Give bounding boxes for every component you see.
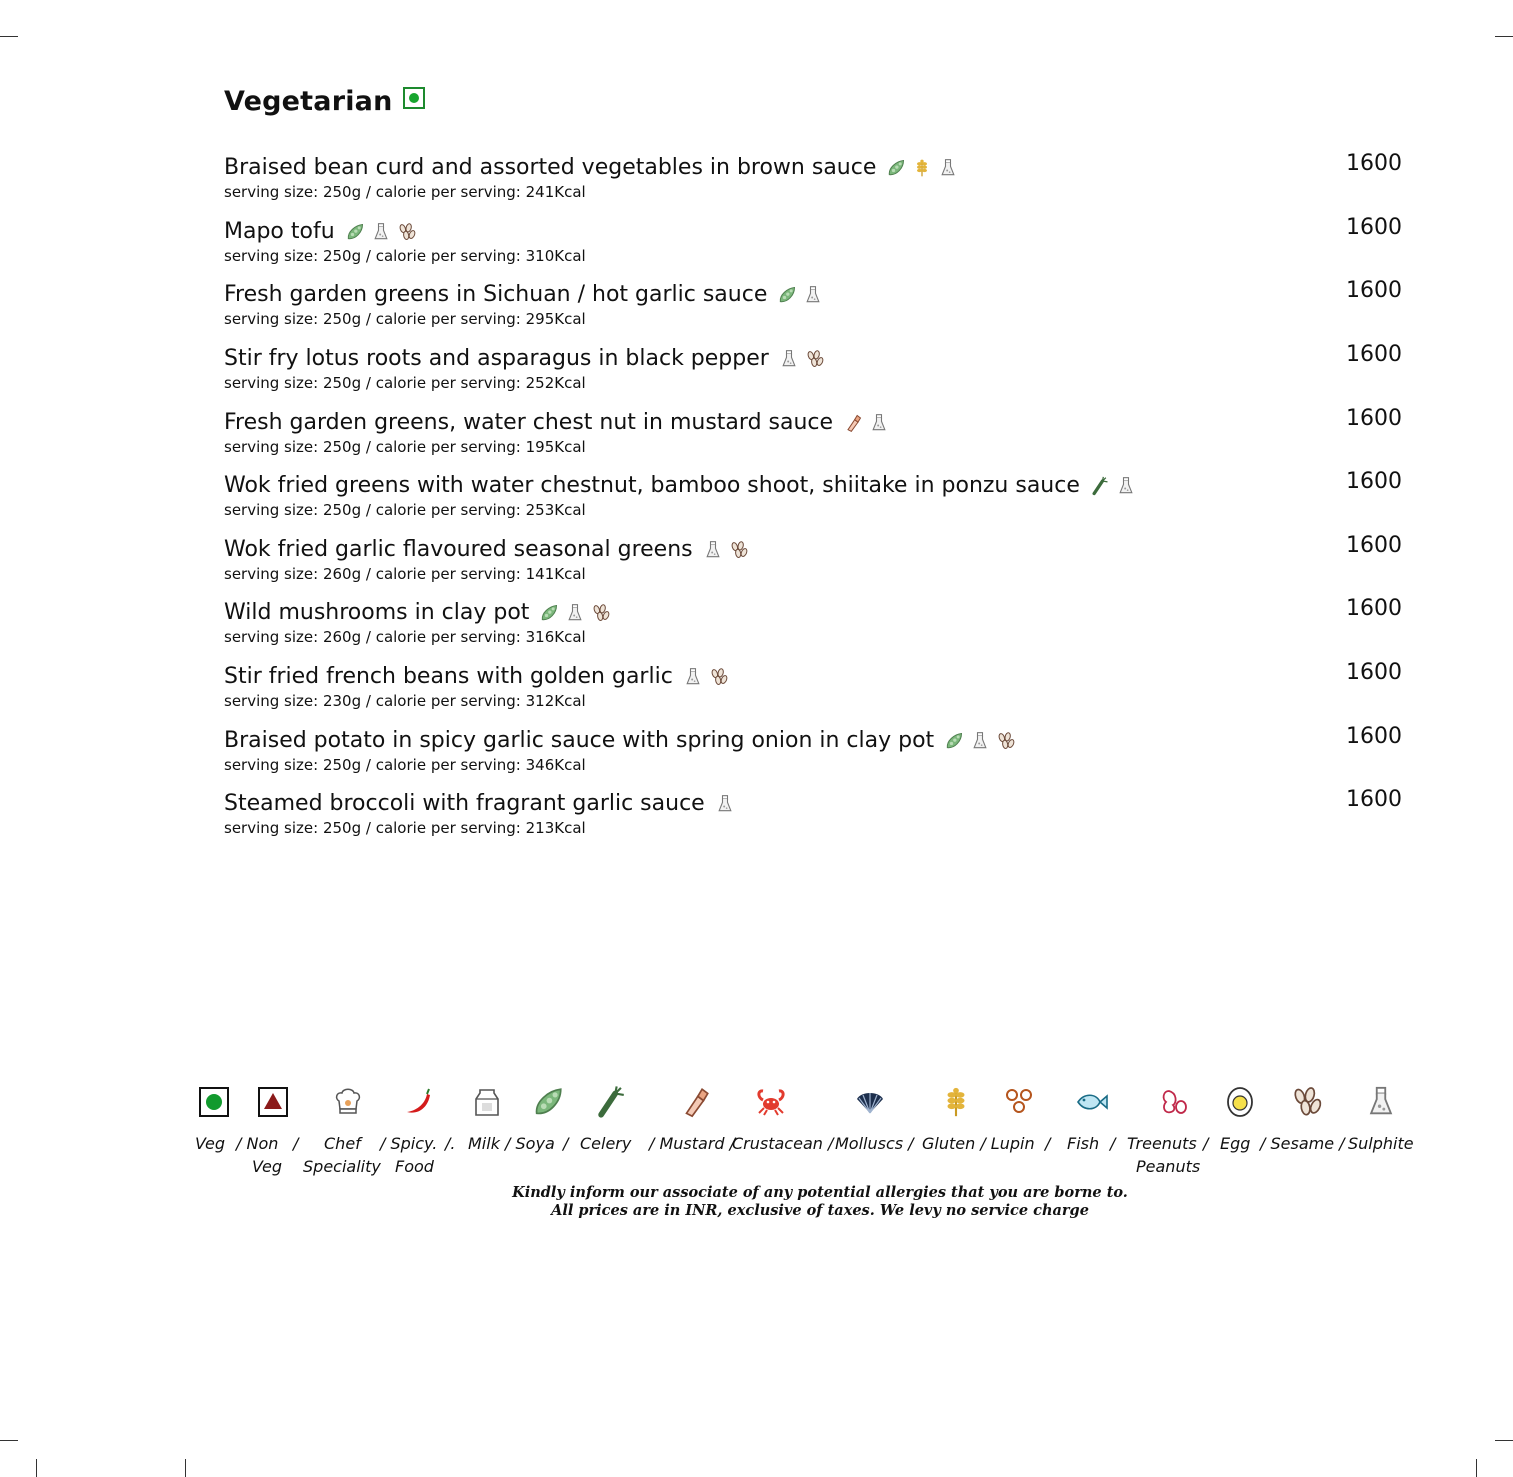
menu-item (224, 660, 1404, 724)
allergen-icons (683, 666, 729, 688)
menu-item-heading (224, 791, 735, 816)
menu-item-detail: serving size: 250g / calorie per serving: 253Kcal (224, 501, 586, 519)
sulphite-icon (803, 284, 823, 306)
menu-item-name: Wok fried garlic flavoured seasonal greens (224, 537, 693, 562)
menu-item-name: Wild mushrooms in clay pot (224, 600, 530, 625)
soya-icon (539, 602, 559, 624)
menu-item-price: 1600 (1346, 469, 1402, 494)
allergen-icons (843, 412, 889, 434)
legend-label: Food (395, 1157, 434, 1176)
soya-icon (777, 284, 797, 306)
sulphite-icon (1116, 475, 1136, 497)
crop-mark (1476, 1459, 1477, 1477)
crop-mark (0, 1440, 18, 1441)
menu-item-detail: serving size: 250g / calorie per serving: 195Kcal (224, 438, 586, 456)
allergen-icons (944, 730, 1016, 752)
menu-item-heading (224, 219, 417, 244)
legend-label: Celery (580, 1134, 632, 1153)
menu-item-heading (224, 600, 611, 625)
crop-mark (1495, 36, 1513, 37)
price-note: All prices are in INR, exclusive of taxes. We levy no service charge (551, 1202, 1089, 1219)
legend-label: / (293, 1134, 299, 1153)
legend-label: Veg (252, 1157, 283, 1176)
soya-icon (886, 157, 906, 179)
menu-item-heading (224, 473, 1136, 498)
crop-mark (36, 1459, 37, 1477)
sesame-icon (709, 666, 729, 688)
legend-label: Milk / Soya (468, 1134, 555, 1153)
menu-item-price: 1600 (1346, 278, 1402, 303)
menu-item (224, 406, 1404, 470)
veg-icon (403, 87, 425, 109)
menu-item-name: Braised potato in spicy garlic sauce with spring onion in clay pot (224, 728, 935, 753)
sulphite-icon (715, 793, 735, 815)
sulphite-icon (703, 539, 723, 561)
sesame-icon (397, 221, 417, 243)
sulphite-icon (1363, 1082, 1399, 1122)
menu-item-price: 1600 (1346, 151, 1402, 176)
spicy-icon (400, 1082, 436, 1122)
sulphite-icon (970, 730, 990, 752)
menu-item-detail: serving size: 250g / calorie per serving: 252Kcal (224, 374, 586, 392)
menu-item-heading (224, 155, 958, 180)
legend-label: / Mustard / (649, 1134, 736, 1153)
menu-item-price: 1600 (1346, 215, 1402, 240)
legend-label: / (563, 1134, 569, 1153)
crustacean-icon (753, 1082, 789, 1122)
menu-item-price: 1600 (1346, 342, 1402, 367)
crop-mark (185, 1459, 186, 1477)
menu-item (224, 787, 1404, 851)
milk-icon (469, 1082, 505, 1122)
menu-item-detail: serving size: 250g / calorie per serving: 310Kcal (224, 247, 586, 265)
legend-label: Veg (195, 1134, 226, 1153)
menu-item-detail: serving size: 250g / calorie per serving: 213Kcal (224, 819, 586, 837)
section-heading (224, 86, 425, 117)
sulphite-icon (565, 602, 585, 624)
menu-item-name: Braised bean curd and assorted vegetables in brown sauce (224, 155, 877, 180)
legend-label: Gluten / Lupin (922, 1134, 1035, 1153)
legend-label: Egg (1220, 1134, 1251, 1153)
sulphite-icon (683, 666, 703, 688)
footer-note (420, 1184, 1220, 1220)
legend-label: /. (445, 1134, 456, 1153)
celery-icon (1090, 475, 1110, 497)
crop-mark (1495, 1440, 1513, 1441)
section-title: Vegetarian (224, 86, 393, 117)
sesame-icon (996, 730, 1016, 752)
legend-label: / Spicy. (380, 1134, 438, 1153)
legend-label: Sulphite (1348, 1134, 1414, 1153)
lupin-icon (1001, 1082, 1037, 1122)
menu-item-name: Stir fried french beans with golden garlic (224, 664, 673, 689)
menu-item-price: 1600 (1346, 724, 1402, 749)
allergen-icons (715, 793, 735, 815)
gluten-icon (938, 1082, 974, 1122)
allergen-icons (779, 348, 825, 370)
allergen-icons (539, 602, 611, 624)
soya-icon (530, 1082, 566, 1122)
menu-item (224, 278, 1404, 342)
menu-item (224, 596, 1404, 660)
sesame-icon (805, 348, 825, 370)
menu-item-price: 1600 (1346, 787, 1402, 812)
fish-icon (1074, 1082, 1110, 1122)
legend-label: / (1110, 1134, 1116, 1153)
menu-item (224, 724, 1404, 788)
soya-icon (345, 221, 365, 243)
menu-item-price: 1600 (1346, 660, 1402, 685)
sulphite-icon (938, 157, 958, 179)
menu-item-heading (224, 537, 749, 562)
menu-item-detail: serving size: 250g / calorie per serving: 241Kcal (224, 183, 586, 201)
molluscs-icon (852, 1082, 888, 1122)
legend-label: / (1203, 1134, 1209, 1153)
egg-icon (1222, 1082, 1258, 1122)
allergen-icons (703, 539, 749, 561)
sesame-icon (591, 602, 611, 624)
allergen-icons (1090, 475, 1136, 497)
menu-item-detail: serving size: 260g / calorie per serving: 316Kcal (224, 628, 586, 646)
legend-label: Crustacean / (732, 1134, 834, 1153)
soya-icon (944, 730, 964, 752)
menu-item-name: Stir fry lotus roots and asparagus in black pepper (224, 346, 769, 371)
non-veg-icon (255, 1082, 291, 1122)
celery-icon (593, 1082, 629, 1122)
allergen-icons (886, 157, 958, 179)
menu-item-heading (224, 728, 1016, 753)
mustard-icon (677, 1082, 713, 1122)
menu-item-detail: serving size: 260g / calorie per serving: 141Kcal (224, 565, 586, 583)
sesame-icon (729, 539, 749, 561)
menu-item (224, 151, 1404, 215)
legend-label: Treenuts (1127, 1134, 1197, 1153)
menu-item-name: Fresh garden greens, water chest nut in mustard sauce (224, 410, 834, 435)
menu-item (224, 342, 1404, 406)
menu-item-heading (224, 282, 823, 307)
legend-label: Molluscs / (835, 1134, 914, 1153)
treenuts-peanuts-icon (1156, 1082, 1192, 1122)
sesame-icon (1289, 1082, 1325, 1122)
menu-item-heading (224, 664, 729, 689)
legend-label: / (1045, 1134, 1051, 1153)
gluten-icon (912, 157, 932, 179)
mustard-icon (843, 412, 863, 434)
allergen-legend (190, 1082, 1420, 1182)
allergen-icons (345, 221, 417, 243)
veg-icon (196, 1082, 232, 1122)
menu-item-name: Fresh garden greens in Sichuan / hot garlic sauce (224, 282, 768, 307)
menu-item (224, 215, 1404, 279)
sulphite-icon (371, 221, 391, 243)
menu-item-heading (224, 346, 825, 371)
menu-item-name: Wok fried greens with water chestnut, bamboo shoot, shiitake in ponzu sauce (224, 473, 1080, 498)
sulphite-icon (869, 412, 889, 434)
sulphite-icon (779, 348, 799, 370)
menu-item-detail: serving size: 250g / calorie per serving: 295Kcal (224, 310, 586, 328)
crop-mark (0, 36, 18, 37)
menu-item-price: 1600 (1346, 533, 1402, 558)
menu-item-price: 1600 (1346, 596, 1402, 621)
menu-item-heading (224, 410, 889, 435)
menu-item (224, 533, 1404, 597)
legend-label: Chef (324, 1134, 361, 1153)
allergy-note: Kindly inform our associate of any potential allergies that you are borne to. (512, 1184, 1128, 1201)
legend-label: Peanuts (1136, 1157, 1201, 1176)
menu-item-price: 1600 (1346, 406, 1402, 431)
allergen-icons (777, 284, 823, 306)
legend-label: Speciality (303, 1157, 381, 1176)
legend-label: / Non (236, 1134, 279, 1153)
menu-item-detail: serving size: 250g / calorie per serving: 346Kcal (224, 756, 586, 774)
menu-item-name: Steamed broccoli with fragrant garlic sauce (224, 791, 705, 816)
legend-label: Fish (1067, 1134, 1100, 1153)
legend-label: / Sesame / (1260, 1134, 1345, 1153)
menu-item-name: Mapo tofu (224, 219, 335, 244)
chef-speciality-icon (330, 1082, 366, 1122)
menu-item-detail: serving size: 230g / calorie per serving: 312Kcal (224, 692, 586, 710)
menu-item (224, 469, 1404, 533)
